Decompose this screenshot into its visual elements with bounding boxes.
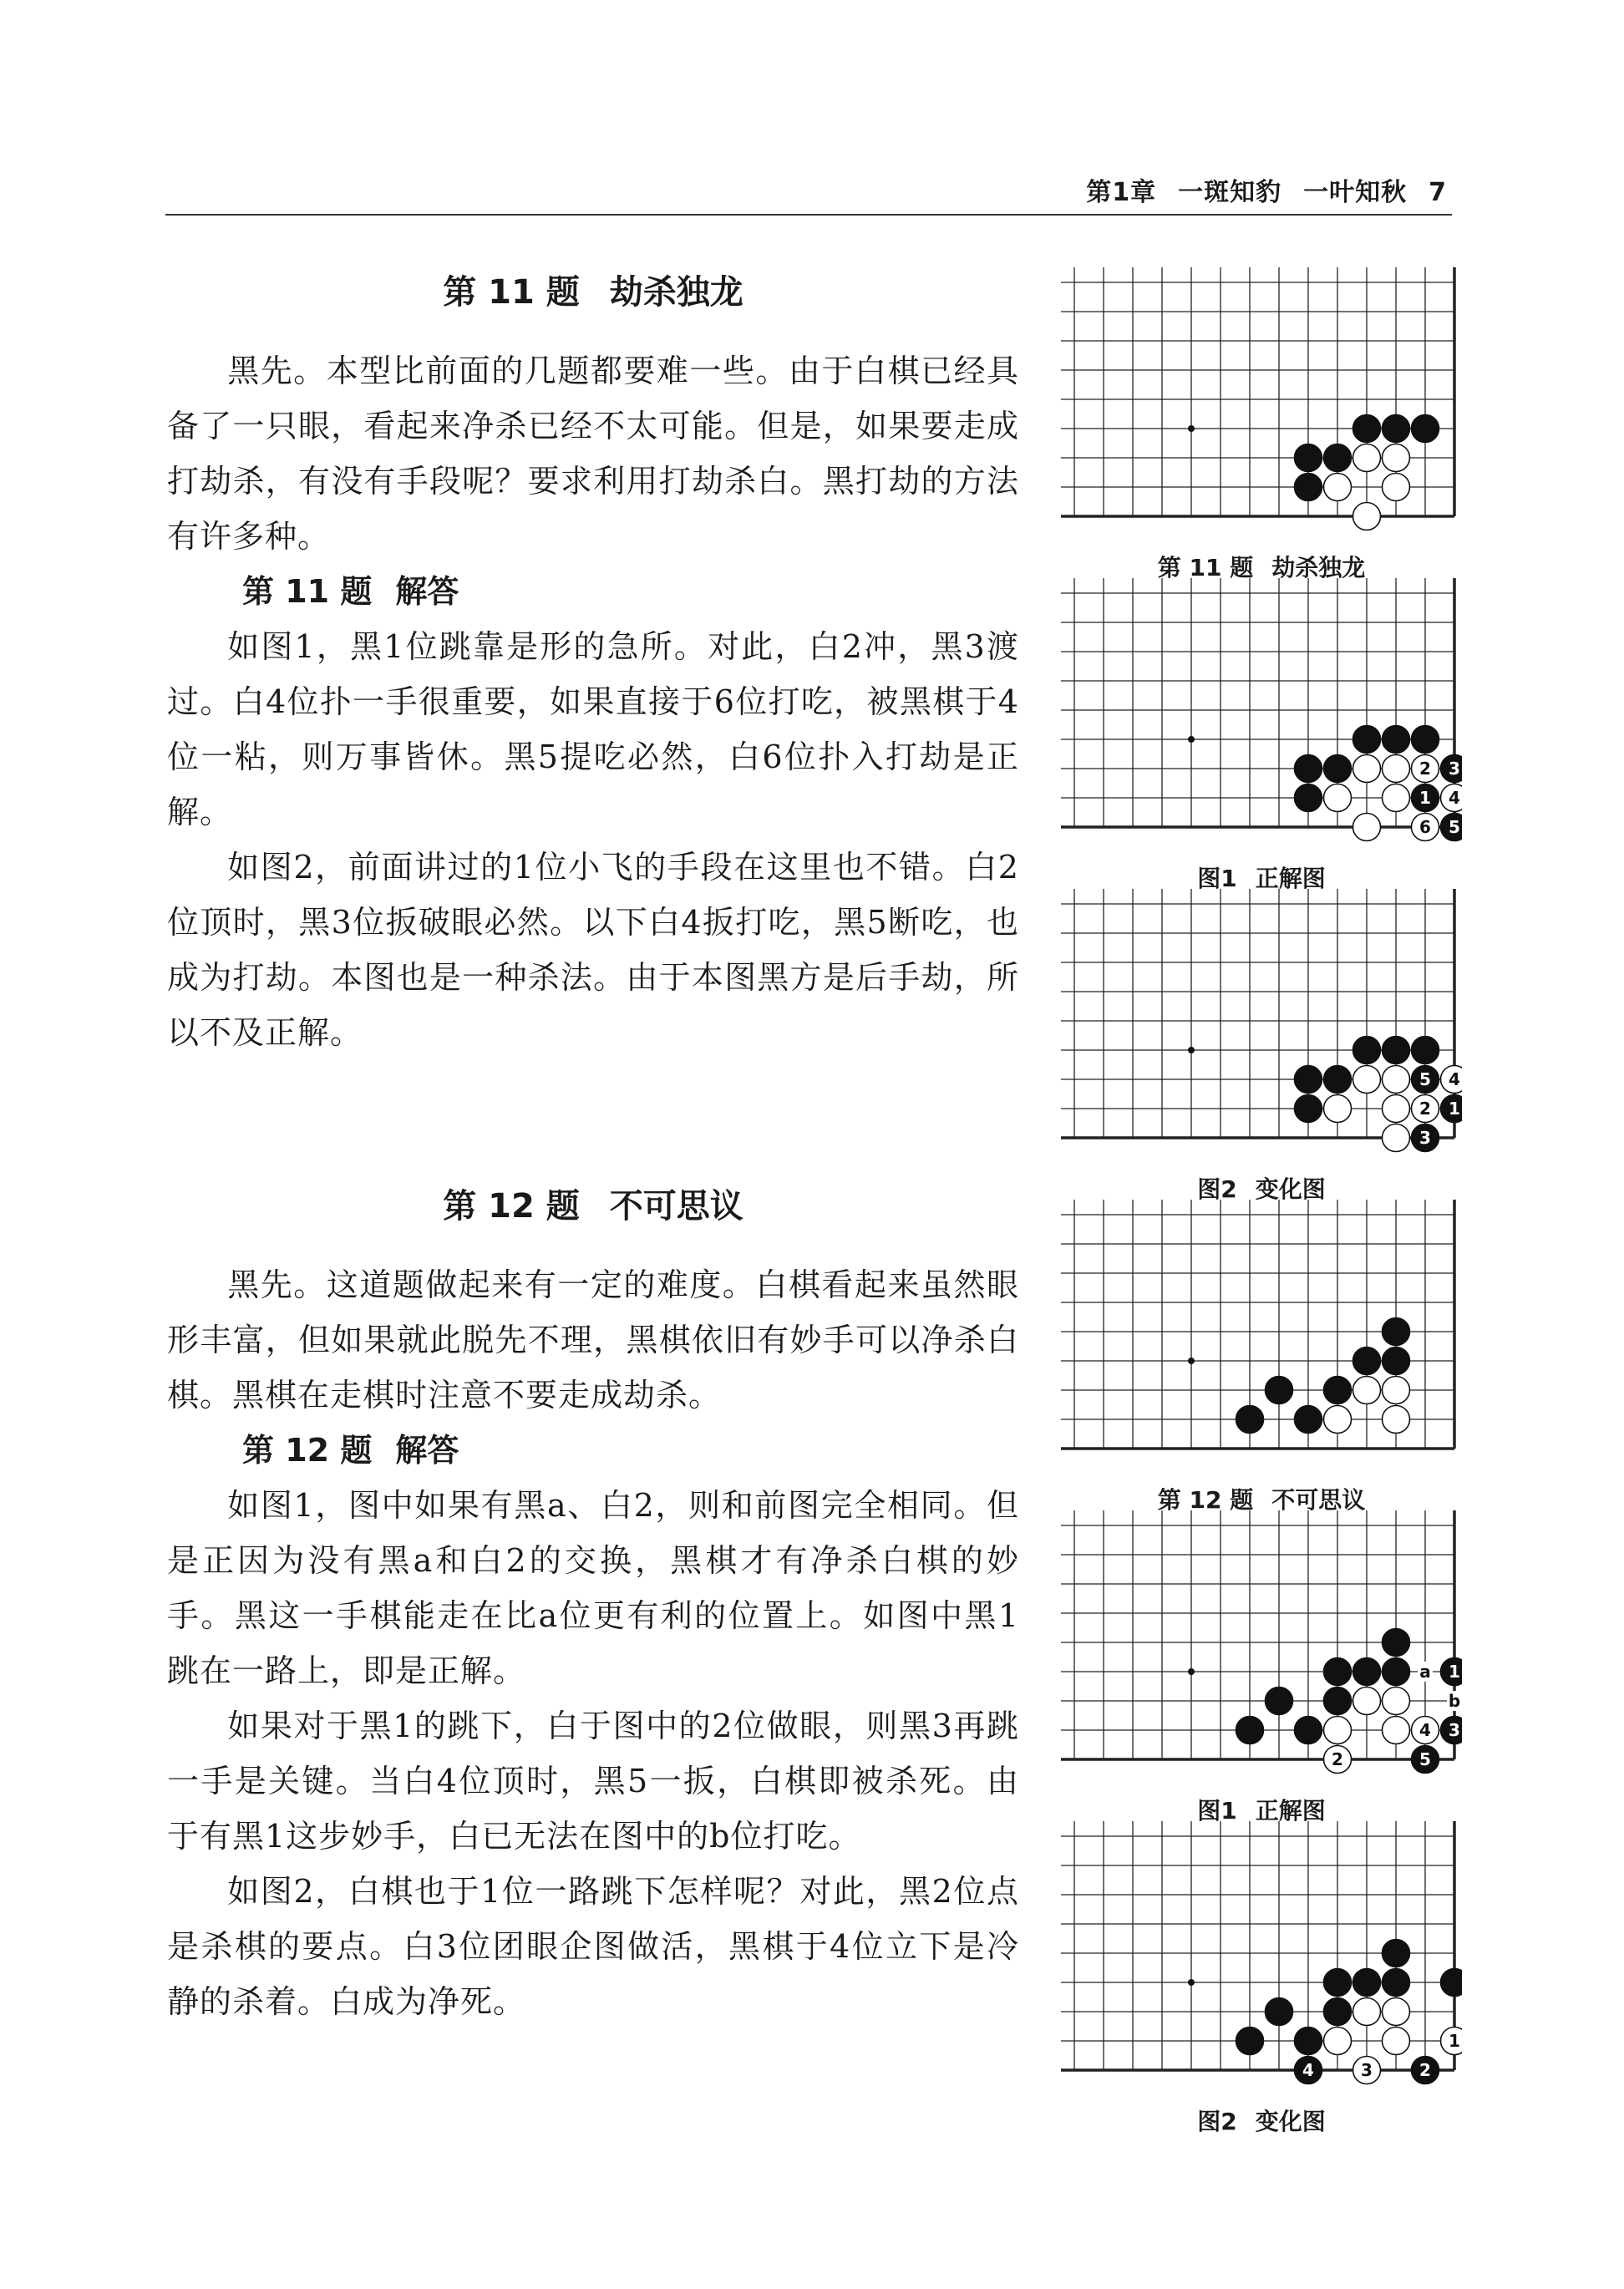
move-number: 3 xyxy=(1419,1128,1431,1148)
black-stone xyxy=(1441,1969,1463,1997)
problem-title xyxy=(167,266,1019,313)
problem-intro: 黑先。本型比前面的几题都要难一些。由于白棋已经具备了一只眼，看起来净杀已经不太可能。但是，如果要走成打劫杀，有没有手段呢？要求利用打劫杀白。黑打劫的方法有许多种。 xyxy=(167,353,1019,555)
move-number: 4 xyxy=(1419,1720,1431,1740)
answer-paragraph: 如图1，黑1位跳靠是形的急所。对此，白2冲，黑3渡过。白4位扑一手很重要，如果直接于6位打吃，被黑棋于4位一粘，则万事皆休。黑5提吃必然，白6位扑入打劫是正解。 xyxy=(167,628,1019,830)
black-stone xyxy=(1295,1406,1322,1434)
white-stone xyxy=(1324,1406,1352,1434)
caption-title: 正解图 xyxy=(1255,865,1326,892)
point-label: a xyxy=(1419,1662,1431,1682)
move-number: 2 xyxy=(1419,1099,1431,1119)
black-stone xyxy=(1353,1658,1381,1686)
black-stone xyxy=(1266,1688,1293,1715)
move-number: 3 xyxy=(1361,2060,1373,2080)
white-stone xyxy=(1324,784,1352,812)
white-stone xyxy=(1383,444,1410,472)
white-stone xyxy=(1383,755,1410,783)
move-number: 3 xyxy=(1449,759,1460,779)
answer-label: 解答 xyxy=(395,1432,459,1469)
black-stone xyxy=(1295,1066,1322,1094)
move-number: 2 xyxy=(1419,2060,1431,2080)
black-stone xyxy=(1295,474,1322,501)
answer-heading xyxy=(167,1423,1019,1478)
white-stone xyxy=(1383,1688,1410,1715)
white-stone xyxy=(1353,814,1381,841)
go-diagram xyxy=(1061,889,1462,1205)
go-diagram xyxy=(1061,1200,1462,1515)
problem-name: 劫杀独龙 xyxy=(609,273,743,312)
move-number: 6 xyxy=(1419,817,1431,837)
white-stone xyxy=(1353,1377,1381,1404)
white-stone xyxy=(1383,1406,1410,1434)
white-stone xyxy=(1353,1688,1381,1715)
diagram-caption xyxy=(1061,2104,1462,2137)
answer-heading xyxy=(167,564,1019,619)
white-stone xyxy=(1353,1066,1381,1094)
chapter-title-part-1: 一斑知豹 xyxy=(1178,178,1282,207)
black-stone xyxy=(1383,1348,1410,1375)
caption-number: 图2 xyxy=(1197,1175,1237,1203)
move-number: 2 xyxy=(1332,1749,1343,1769)
answer-paragraph: 如图2，前面讲过的1位小飞的手段在这里也不错。白2位顶时，黑3位扳破眼必然。以下白4扳打吃，黑5断吃，也成为打劫。本图也是一种杀法。由于本图黑方是后手劫，所以不及正解。 xyxy=(167,849,1019,1051)
go-diagram xyxy=(1061,267,1462,583)
go-board xyxy=(1061,578,1462,854)
white-stone xyxy=(1383,1124,1410,1152)
white-stone xyxy=(1353,444,1381,472)
star-point xyxy=(1188,736,1195,743)
black-stone xyxy=(1295,1095,1322,1123)
problem-title xyxy=(167,1180,1019,1227)
go-board xyxy=(1061,1510,1462,1786)
black-stone xyxy=(1236,1406,1264,1434)
black-stone xyxy=(1266,1998,1293,2026)
caption-number: 第 12 题 xyxy=(1157,1486,1254,1514)
white-stone xyxy=(1383,1066,1410,1094)
caption-title: 变化图 xyxy=(1255,2108,1326,2135)
move-number: 1 xyxy=(1419,788,1431,808)
star-point xyxy=(1188,1358,1195,1364)
black-stone xyxy=(1383,1629,1410,1657)
white-stone xyxy=(1383,474,1410,501)
problem-number: 第 11 题 xyxy=(443,273,580,312)
running-header xyxy=(1086,171,1447,208)
black-stone xyxy=(1383,1969,1410,1997)
answer-number: 第 11 题 xyxy=(242,573,373,610)
black-stone xyxy=(1324,1998,1352,2026)
black-stone xyxy=(1412,726,1439,754)
caption-number: 图2 xyxy=(1197,2108,1237,2135)
black-stone xyxy=(1383,1318,1410,1346)
white-stone xyxy=(1324,2028,1352,2055)
white-stone xyxy=(1383,2028,1410,2055)
go-board xyxy=(1061,1821,1462,2097)
move-number: 3 xyxy=(1449,1720,1460,1740)
white-stone xyxy=(1353,755,1381,783)
chapter-title-part-2: 一叶知秋 xyxy=(1303,178,1408,207)
white-stone xyxy=(1324,474,1352,501)
black-stone xyxy=(1324,755,1352,783)
move-number: 1 xyxy=(1449,1662,1460,1682)
move-number: 4 xyxy=(1449,1069,1460,1089)
move-number: 5 xyxy=(1419,1749,1431,1769)
problem-intro: 黑先。这道题做起来有一定的难度。白棋看起来虽然眼形丰富，但如果就此脱先不理，黑棋依旧有妙手可以净杀白棋。黑棋在走棋时注意不要走成劫杀。 xyxy=(167,1266,1019,1413)
black-stone xyxy=(1295,444,1322,472)
caption-title: 变化图 xyxy=(1255,1175,1326,1203)
black-stone xyxy=(1295,1717,1322,1744)
move-number: 1 xyxy=(1449,2031,1460,2051)
star-point xyxy=(1188,1668,1195,1675)
star-point xyxy=(1188,1979,1195,1986)
move-number: 4 xyxy=(1302,2060,1314,2080)
black-stone xyxy=(1353,1037,1381,1064)
black-stone xyxy=(1383,726,1410,754)
go-board xyxy=(1061,267,1462,543)
go-board xyxy=(1061,889,1462,1165)
caption-number: 图1 xyxy=(1197,1797,1237,1825)
caption-title: 不可思议 xyxy=(1271,1486,1366,1514)
white-stone xyxy=(1383,1998,1410,2026)
black-stone xyxy=(1353,1969,1381,1997)
header-rule xyxy=(165,214,1452,216)
black-stone xyxy=(1353,1348,1381,1375)
black-stone xyxy=(1324,1969,1352,1997)
answer-paragraph: 如图2，白棋也于1位一路跳下怎样呢？对此，黑2位点是杀棋的要点。白3位团眼企图做活，黑棋于4位立下是冷静的杀着。白成为净死。 xyxy=(167,1873,1019,2020)
black-stone xyxy=(1383,1940,1410,1967)
answer-label: 解答 xyxy=(395,573,459,610)
caption-number: 图1 xyxy=(1197,865,1237,892)
star-point xyxy=(1188,1047,1195,1053)
black-stone xyxy=(1353,726,1381,754)
white-stone xyxy=(1383,1377,1410,1404)
problem-name: 不可思议 xyxy=(609,1187,743,1226)
caption-title: 劫杀独龙 xyxy=(1271,554,1366,581)
move-number: 4 xyxy=(1449,788,1460,808)
problem-11-section xyxy=(167,266,1019,1060)
black-stone xyxy=(1324,444,1352,472)
page-number: 7 xyxy=(1429,178,1447,207)
answer-number: 第 12 题 xyxy=(242,1432,373,1469)
go-diagram xyxy=(1061,578,1462,894)
go-diagram xyxy=(1061,1510,1462,1826)
white-stone xyxy=(1383,1095,1410,1123)
black-stone xyxy=(1324,1658,1352,1686)
go-board xyxy=(1061,1200,1462,1475)
black-stone xyxy=(1324,1688,1352,1715)
problem-number: 第 12 题 xyxy=(443,1187,580,1226)
white-stone xyxy=(1383,1717,1410,1744)
move-number: 5 xyxy=(1449,817,1460,837)
caption-number: 第 11 题 xyxy=(1157,554,1254,581)
white-stone xyxy=(1324,1717,1352,1744)
black-stone xyxy=(1295,784,1322,812)
move-number: 2 xyxy=(1419,759,1431,779)
black-stone xyxy=(1412,1037,1439,1064)
star-point xyxy=(1188,425,1195,432)
white-stone xyxy=(1383,784,1410,812)
black-stone xyxy=(1324,1066,1352,1094)
chapter-label: 第1章 xyxy=(1086,178,1157,207)
move-number: 1 xyxy=(1449,1099,1460,1119)
point-label: b xyxy=(1448,1691,1461,1711)
white-stone xyxy=(1353,503,1381,530)
black-stone xyxy=(1383,415,1410,443)
black-stone xyxy=(1383,1037,1410,1064)
black-stone xyxy=(1295,755,1322,783)
white-stone xyxy=(1353,1998,1381,2026)
problem-12-section xyxy=(167,1180,1019,2029)
black-stone xyxy=(1353,415,1381,443)
black-stone xyxy=(1295,2028,1322,2055)
answer-paragraph: 如图1，图中如果有黑a、白2，则和前图完全相同。但是正因为没有黑a和白2的交换，黑棋才有净杀白棋的妙手。黑这一手棋能走在比a位更有利的位置上。如图中黑1跳在一路上，即是正解。 xyxy=(167,1487,1019,1689)
black-stone xyxy=(1324,1377,1352,1404)
black-stone xyxy=(1412,415,1439,443)
black-stone xyxy=(1236,1717,1264,1744)
caption-title: 正解图 xyxy=(1255,1797,1326,1825)
black-stone xyxy=(1383,1658,1410,1686)
black-stone xyxy=(1266,1377,1293,1404)
answer-paragraph: 如果对于黑1的跳下，白于图中的2位做眼，则黑3再跳一手是关键。当白4位顶时，黑5一扳，白棋即被杀死。由于有黑1这步妙手，白已无法在图中的b位打吃。 xyxy=(167,1708,1019,1855)
move-number: 5 xyxy=(1419,1069,1431,1089)
black-stone xyxy=(1236,2028,1264,2055)
white-stone xyxy=(1324,1095,1352,1123)
go-diagram xyxy=(1061,1821,1462,2137)
